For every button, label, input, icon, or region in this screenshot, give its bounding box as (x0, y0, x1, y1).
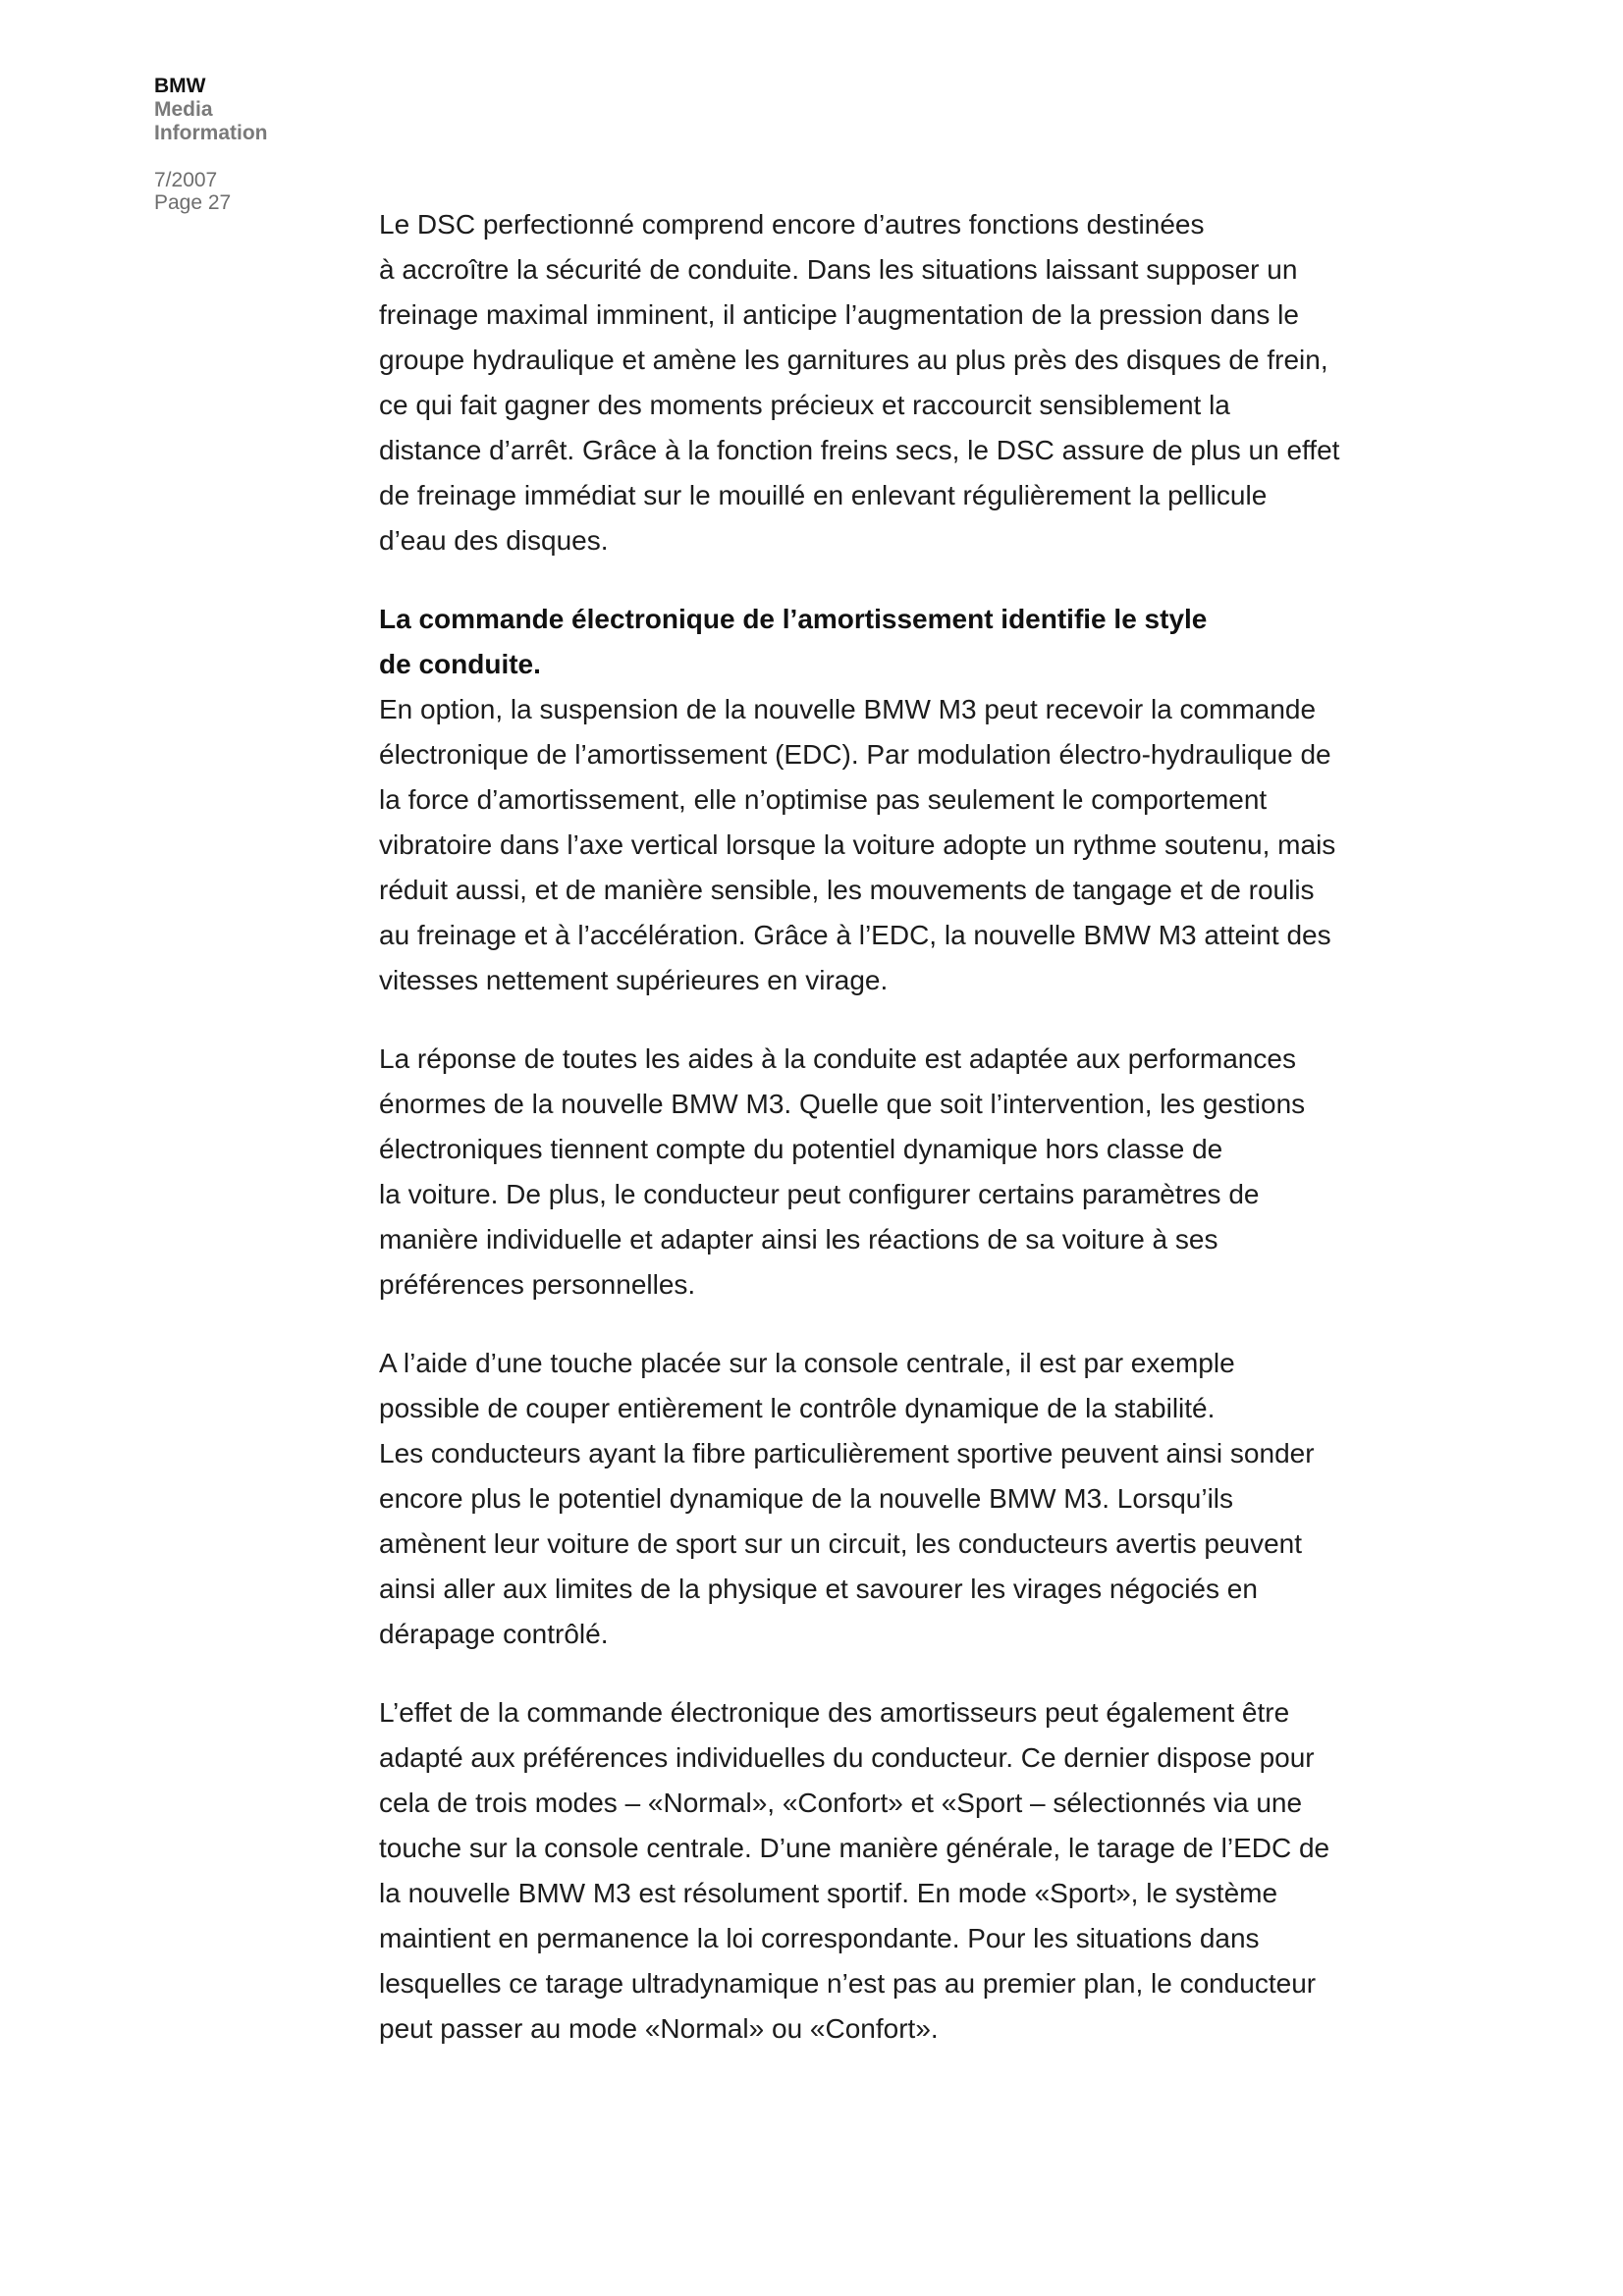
text-line: vitesses nettement supérieures en virage. (379, 965, 889, 995)
text-line: possible de couper entièrement le contrôle dynamique de la stabilité. (379, 1393, 1216, 1423)
text-line: la force d’amortissement, elle n’optimise pas seulement le comportement (379, 784, 1268, 815)
text-line: freinage maximal imminent, il anticipe l’augmentation de la pression dans le (379, 299, 1299, 330)
text-line: adapté aux préférences individuelles du conducteur. Ce dernier dispose pour (379, 1742, 1315, 1773)
text-line: Les conducteurs ayant la fibre particulièrement sportive peuvent ainsi sonder (379, 1438, 1315, 1468)
section-heading (379, 597, 1400, 687)
text-line: groupe hydraulique et amène les garnitures au plus près des disques de frein, (379, 345, 1328, 375)
text-line: préférences personnelles. (379, 1269, 696, 1300)
text-line: lesquelles ce tarage ultradynamique n’est pas au premier plan, le conducteur (379, 1968, 1317, 1999)
text-line: L’effet de la commande électronique des amortisseurs peut également être (379, 1697, 1290, 1728)
text-line: à accroître la sécurité de conduite. Dans les situations laissant supposer un (379, 254, 1298, 285)
text-line: ainsi aller aux limites de la physique et savourer les virages négociés en (379, 1574, 1258, 1604)
text-line: amènent leur voiture de sport sur un circuit, les conducteurs avertis peuvent (379, 1528, 1303, 1559)
paragraph-damper-modes (379, 1690, 1400, 2052)
text-line: peut passer au mode «Normal» ou «Confort». (379, 2013, 939, 2044)
text-line: Le DSC perfectionné comprend encore d’autres fonctions destinées (379, 209, 1205, 240)
heading-line: La commande électronique de l’amortissement identifie le style (379, 604, 1208, 634)
document-body (379, 202, 1400, 2052)
text-line: A l’aide d’une touche placée sur la console centrale, il est par exemple (379, 1348, 1235, 1378)
document-date: 7/2007 (154, 169, 218, 191)
text-line: électronique de l’amortissement (EDC). Par modulation électro-hydraulique de (379, 739, 1331, 770)
brand-name: BMW (154, 75, 206, 97)
text-line: vibratoire dans l’axe vertical lorsque la voiture adopte un rythme soutenu, mais (379, 829, 1336, 860)
paragraph-dsc (379, 202, 1400, 563)
text-line: maintient en permanence la loi correspondante. Pour les situations dans (379, 1923, 1260, 1953)
text-line: distance d’arrêt. Grâce à la fonction freins secs, le DSC assure de plus un effet (379, 435, 1340, 465)
text-line: dérapage contrôlé. (379, 1619, 609, 1649)
text-line: La réponse de toutes les aides à la conduite est adaptée aux performances (379, 1043, 1296, 1074)
brand-sub-information: Information (154, 122, 268, 144)
document-header (154, 75, 390, 214)
document-meta (154, 169, 390, 214)
text-line: au freinage et à l’accélération. Grâce à l’EDC, la nouvelle BMW M3 atteint des (379, 920, 1331, 950)
text-line: électroniques tiennent compte du potentiel dynamique hors classe de (379, 1134, 1223, 1164)
text-line: manière individuelle et adapter ainsi les réactions de sa voiture à ses (379, 1224, 1218, 1255)
text-line: de freinage immédiat sur le mouillé en enlevant régulièrement la pellicule (379, 480, 1268, 510)
text-line: encore plus le potentiel dynamique de la nouvelle BMW M3. Lorsqu’ils (379, 1483, 1234, 1514)
paragraph-gap (379, 563, 1400, 597)
paragraph-gap (379, 1003, 1400, 1037)
text-line: En option, la suspension de la nouvelle BMW M3 peut recevoir la commande (379, 694, 1317, 724)
text-line: réduit aussi, et de manière sensible, les mouvements de tangage et de roulis (379, 875, 1315, 905)
text-line: ce qui fait gagner des moments précieux et raccourcit sensiblement la (379, 390, 1230, 420)
text-line: la voiture. De plus, le conducteur peut configurer certains paramètres de (379, 1179, 1260, 1209)
heading-line: de conduite. (379, 649, 541, 679)
text-line: la nouvelle BMW M3 est résolument sportif. En mode «Sport», le système (379, 1878, 1278, 1908)
text-line: touche sur la console centrale. D’une manière générale, le tarage de l’EDC de (379, 1833, 1330, 1863)
paragraph-gap (379, 1657, 1400, 1690)
text-line: énormes de la nouvelle BMW M3. Quelle que soit l’intervention, les gestions (379, 1089, 1306, 1119)
paragraph-driving-aids (379, 1037, 1400, 1308)
paragraph-gap (379, 1308, 1400, 1341)
paragraph-edc (379, 687, 1400, 1003)
text-line: d’eau des disques. (379, 525, 609, 556)
text-line: cela de trois modes – «Normal», «Confort» et «Sport – sélectionnés via une (379, 1788, 1303, 1818)
page-number: Page 27 (154, 191, 232, 214)
paragraph-stability-control (379, 1341, 1400, 1657)
brand-sub-media: Media (154, 98, 213, 121)
